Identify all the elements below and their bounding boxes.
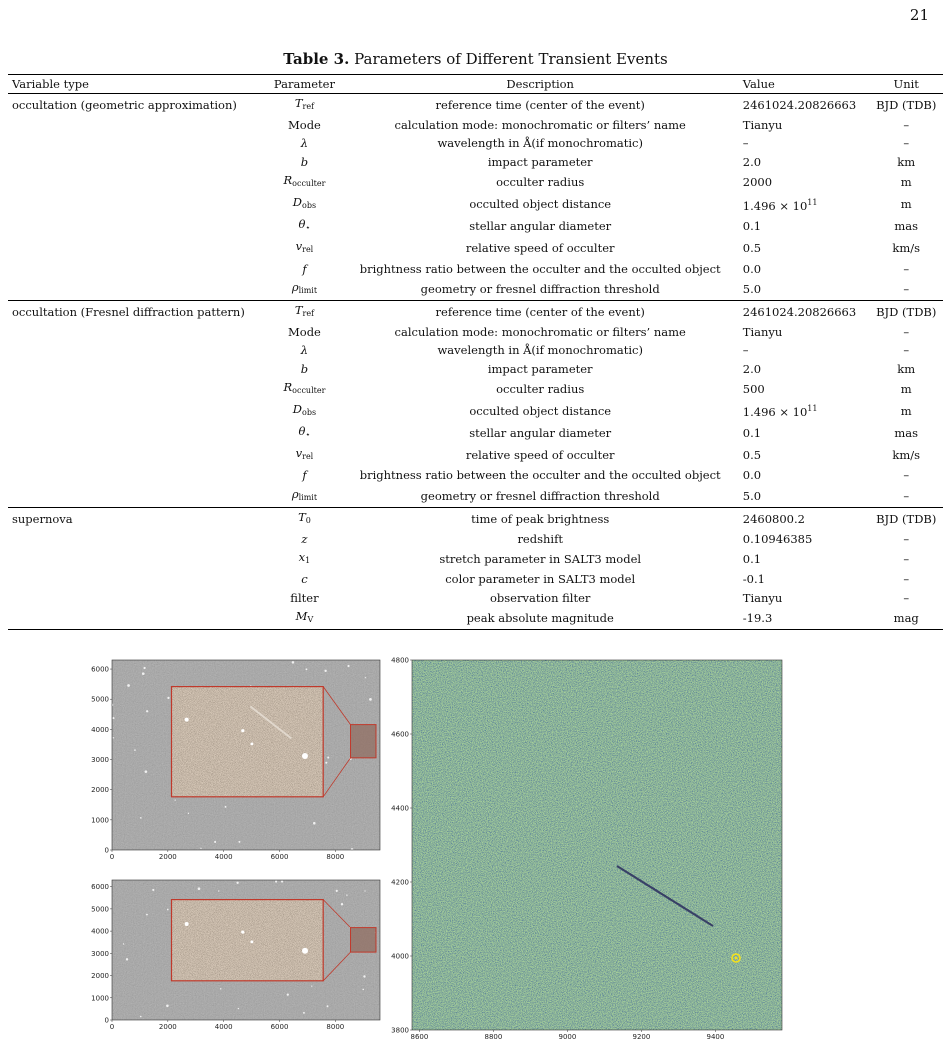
star (198, 887, 201, 890)
cell-unit: – (903, 590, 910, 605)
star (218, 890, 219, 891)
cell-description: color parameter in SALT3 model (445, 572, 636, 587)
cell-value: 0.0 (742, 468, 762, 483)
y-tick-label: 2000 (91, 972, 109, 981)
star (167, 909, 169, 911)
parameter-symbol: θ (298, 424, 306, 439)
cell-unit: – (903, 281, 910, 296)
big-y-tick-label: 4400 (391, 804, 409, 813)
y-tick-label: 3000 (91, 756, 109, 765)
cell-description: brightness ratio between the occulter and the occulted object (359, 468, 721, 483)
cell-unit: km/s (892, 448, 921, 463)
cell-unit: mas (894, 219, 919, 234)
cell-unit: – (903, 552, 910, 567)
y-tick-label: 6000 (91, 665, 109, 674)
x-tick-label: 0 (109, 853, 115, 861)
y-tick-label: 4000 (91, 725, 109, 734)
inset-star (241, 729, 244, 732)
star (287, 994, 289, 996)
cell-description: brightness ratio between the occulter and the occulted object (359, 261, 721, 276)
cell-unit: km/s (892, 241, 921, 256)
y-tick-label: 4000 (91, 927, 109, 936)
cell-unit: m (900, 403, 912, 418)
cell-description: occulted object distance (469, 197, 612, 212)
cell-unit: BJD (TDB) (876, 98, 937, 113)
cell-unit: – (903, 488, 910, 503)
star (146, 710, 148, 712)
parameter-symbol: T (298, 509, 306, 524)
cell-value: 0.5 (742, 241, 762, 256)
inset-star (185, 718, 189, 722)
parameter-symbol: ρ (291, 486, 299, 501)
cell-description: occulted object distance (469, 403, 612, 418)
parameter-symbol: ρ (291, 279, 299, 294)
cell-variable-type: occultation (geometric approximation) (12, 98, 237, 113)
cell-unit: – (903, 468, 910, 483)
big-y-tick-label: 4000 (391, 952, 409, 961)
difference-noise (412, 660, 782, 1030)
star (306, 668, 308, 670)
cell-description: wavelength in Å(if monochromatic) (437, 343, 643, 358)
star (112, 717, 114, 719)
table-caption-label: Table 3. (283, 50, 350, 68)
cell-description: observation filter (490, 590, 591, 605)
star (281, 881, 283, 883)
star (126, 958, 128, 960)
cell-value: 0.1 (742, 426, 762, 441)
cell-value: -0.1 (742, 572, 765, 587)
star (363, 975, 365, 977)
star (324, 670, 326, 672)
star (292, 661, 295, 664)
x-tick-label: 4000 (214, 853, 233, 861)
parameter-subscript: ref (302, 102, 315, 112)
parameter-subscript: obs (302, 201, 317, 211)
parameter-symbol: λ (300, 136, 309, 151)
y-tick-label: 0 (104, 1016, 109, 1025)
star (365, 677, 366, 678)
parameter-symbol: R (283, 379, 293, 394)
parameter-symbol: Mode (288, 325, 321, 340)
parameter-symbol: R (283, 172, 293, 187)
cell-unit: – (903, 261, 910, 276)
big-x-tick-label: 8800 (484, 1033, 503, 1041)
star (311, 986, 312, 987)
star (200, 848, 201, 849)
star (142, 672, 145, 675)
y-tick-label: 1000 (91, 816, 109, 825)
star (238, 1008, 239, 1009)
cell-value: 2.0 (742, 361, 762, 376)
cell-unit: – (903, 325, 910, 340)
parameter-subscript: occulter (292, 385, 326, 395)
cell-description: reference time (center of the event) (435, 98, 645, 113)
inset-star (250, 743, 253, 746)
star (341, 903, 343, 905)
cell-value: – (742, 343, 749, 358)
big-y-tick-label: 4800 (391, 656, 409, 665)
star (134, 749, 136, 751)
cell-value: 500 (742, 381, 765, 396)
cell-unit: – (903, 532, 910, 547)
cell-value: 0.5 (742, 448, 762, 463)
x-tick-label: 8000 (326, 1023, 345, 1031)
star (188, 813, 189, 814)
star (275, 880, 277, 882)
star (238, 841, 240, 843)
table-caption-text: Parameters of Different Transient Events (354, 50, 668, 68)
cell-description: stellar angular diameter (469, 426, 612, 441)
parameter-symbol: c (301, 572, 308, 587)
cell-description: geometry or fresnel diffraction threshold (420, 488, 660, 503)
header-value: Value (739, 75, 870, 94)
star (127, 684, 130, 687)
x-tick-label: 2000 (158, 853, 177, 861)
parameter-subscript: occulter (292, 178, 326, 188)
cell-description: time of peak brightness (342, 507, 739, 530)
parameter-symbol: b (300, 361, 309, 376)
cell-unit: – (903, 136, 910, 151)
cell-unit: – (903, 118, 910, 133)
cell-value: 5.0 (742, 281, 762, 296)
star (145, 770, 148, 773)
inset-star (302, 948, 308, 954)
cell-value: 2.0 (742, 154, 762, 169)
parameter-subscript: rel (302, 245, 314, 255)
star (166, 1005, 169, 1008)
cell-unit: BJD (TDB) (869, 300, 943, 323)
big-x-tick-label: 9200 (632, 1033, 651, 1041)
x-tick-label: 0 (109, 1023, 115, 1031)
cell-description: relative speed of occulter (465, 241, 615, 256)
star (143, 667, 145, 669)
parameter-subscript: V (307, 614, 314, 624)
cell-description: stretch parameter in SALT3 model (439, 552, 642, 567)
cell-description: relative speed of occulter (465, 448, 615, 463)
cell-value: 0.0 (742, 261, 762, 276)
inset-star (241, 930, 244, 933)
big-y-tick-label: 3800 (391, 1026, 409, 1035)
star (364, 890, 365, 891)
header-parameter: Parameter (267, 75, 341, 94)
parameter-symbol: filter (290, 590, 319, 605)
parameter-subscript: 1 (305, 556, 311, 566)
cell-value: -19.3 (739, 607, 870, 630)
source-region (351, 928, 376, 953)
cell-description: calculation mode: monochromatic or filters’ name (394, 325, 686, 340)
star (336, 890, 338, 892)
star (346, 894, 347, 895)
cell-unit: km (897, 154, 916, 169)
parameter-symbol: λ (300, 343, 309, 358)
cell-unit: BJD (TDB) (869, 507, 943, 530)
y-tick-label: 5000 (91, 695, 109, 704)
parameter-symbol: v (295, 239, 303, 254)
star (167, 697, 169, 699)
parameter-symbol: v (295, 446, 303, 461)
cell-value: 2461024.20826663 (742, 98, 857, 113)
parameter-symbol: f (302, 468, 307, 483)
parameter-subscript: ref (302, 308, 315, 318)
star (140, 817, 142, 819)
x-tick-label: 6000 (270, 853, 289, 861)
star (225, 806, 227, 808)
star (325, 762, 327, 764)
big-y-tick-label: 4600 (391, 730, 409, 739)
parameter-symbol: Mode (288, 118, 321, 133)
inset-star (250, 940, 253, 943)
cell-value: 5.0 (742, 488, 762, 503)
cell-value: Tianyu (742, 590, 783, 605)
parameter-symbol: x (298, 550, 306, 565)
parameter-subscript: obs (302, 407, 317, 417)
cell-value: 2000 (742, 174, 773, 189)
cell-description: impact parameter (487, 154, 593, 169)
parameter-subscript: ⋆ (305, 430, 311, 440)
parameter-subscript: limit (298, 492, 318, 502)
parameter-symbol: T (294, 96, 303, 111)
cell-value: – (742, 136, 749, 151)
cell-description: wavelength in Å(if monochromatic) (437, 136, 643, 151)
cell-description: impact parameter (487, 361, 593, 376)
y-tick-label: 1000 (91, 994, 109, 1003)
cell-unit: m (900, 174, 912, 189)
big-x-tick-label: 9400 (706, 1033, 725, 1041)
star (220, 988, 221, 989)
star (123, 943, 124, 944)
x-tick-label: 2000 (158, 1023, 177, 1031)
cell-variable-type: occultation (Fresnel diffraction pattern) (8, 300, 267, 323)
cell-value: 2461024.20826663 (739, 300, 870, 323)
y-tick-label: 6000 (91, 883, 109, 892)
cell-unit: mas (894, 426, 919, 441)
parameter-symbol: b (300, 154, 309, 169)
parameter-symbol: f (302, 261, 307, 276)
cell-value: Tianyu (742, 325, 783, 340)
header-variable-type: Variable type (8, 75, 267, 94)
page-number: 21 (909, 6, 929, 24)
cell-value: 0.10946385 (742, 532, 813, 547)
cell-description: peak absolute magnitude (342, 607, 739, 630)
cell-description: occulter radius (496, 381, 585, 396)
parameter-subscript: limit (298, 285, 318, 295)
cell-description: calculation mode: monochromatic or filters’ name (394, 118, 686, 133)
cell-value: $1.496 \times 10^{11}$ (742, 404, 818, 420)
star (369, 698, 372, 701)
big-x-tick-label: 8600 (410, 1033, 429, 1041)
cell-unit: – (903, 343, 910, 358)
cell-description: reference time (center of the event) (342, 300, 739, 323)
star (362, 989, 364, 991)
header-description: Description (342, 75, 739, 94)
star (146, 914, 148, 916)
star (303, 1012, 305, 1014)
parameter-symbol: D (292, 401, 303, 416)
star (140, 1016, 142, 1018)
header-unit: Unit (869, 75, 943, 94)
inset-noise (171, 687, 323, 797)
parameter-symbol: D (292, 195, 303, 210)
parameter-subscript: rel (302, 452, 314, 462)
star (313, 822, 316, 825)
cell-value: 0.1 (742, 219, 762, 234)
bright-source-core (735, 957, 738, 960)
parameter-symbol: T (294, 302, 303, 317)
cell-unit: km (897, 361, 916, 376)
cell-unit: m (900, 381, 912, 396)
x-tick-label: 6000 (270, 1023, 289, 1031)
parameter-symbol: M (295, 608, 308, 623)
cell-variable-type: supernova (8, 507, 267, 530)
cell-value: Tianyu (742, 118, 783, 133)
big-x-tick-label: 9000 (558, 1033, 577, 1041)
cell-value: 0.1 (742, 552, 762, 567)
source-region (351, 725, 376, 758)
star (113, 737, 114, 738)
y-tick-label: 0 (104, 846, 109, 855)
cell-value: $1.496 \times 10^{11}$ (742, 197, 818, 213)
star (327, 756, 329, 758)
cell-unit: m (900, 197, 912, 212)
y-tick-label: 2000 (91, 786, 109, 795)
cell-description: occulter radius (496, 174, 585, 189)
y-tick-label: 3000 (91, 949, 109, 958)
parameter-symbol: θ (298, 217, 306, 232)
cell-unit: mag (869, 607, 943, 630)
star (327, 1005, 329, 1007)
cell-description: geometry or fresnel diffraction threshold (420, 281, 660, 296)
star (347, 665, 349, 667)
star (152, 889, 154, 891)
y-tick-label: 5000 (91, 905, 109, 914)
big-y-tick-label: 4200 (391, 878, 409, 887)
x-tick-label: 4000 (214, 1023, 233, 1031)
cell-description: stellar angular diameter (469, 219, 612, 234)
star (175, 800, 176, 801)
cell-description: redshift (517, 532, 563, 547)
star (214, 841, 216, 843)
cell-value: 2460800.2 (739, 507, 870, 530)
parameter-subscript: ⋆ (305, 223, 311, 233)
parameter-subscript: 0 (305, 515, 311, 525)
inset-star (302, 753, 308, 759)
parameter-symbol: z (301, 532, 308, 547)
cell-unit: – (903, 572, 910, 587)
inset-star (185, 922, 189, 926)
inset-noise (171, 900, 323, 981)
x-tick-label: 8000 (326, 853, 345, 861)
star (236, 882, 238, 884)
